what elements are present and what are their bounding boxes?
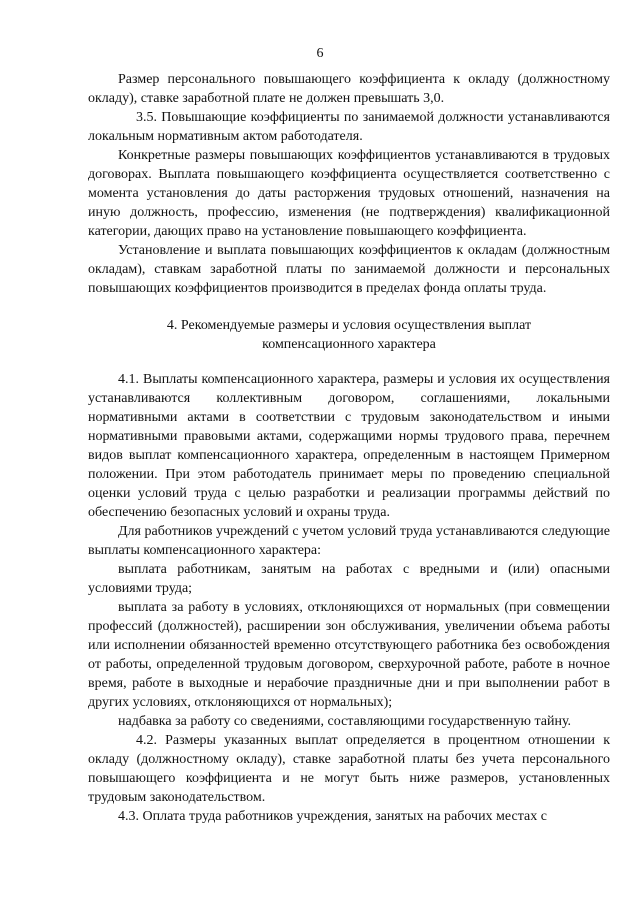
- section-heading-line-2: компенсационного характера: [262, 337, 436, 352]
- page-number: 6: [316, 46, 324, 61]
- section-heading: [88, 316, 610, 354]
- list-item-hazardous-conditions: выплата работникам, занятым на работах с вредными и (или) опасными условиями труда;: [88, 562, 610, 596]
- paragraph-specific-sizes: Конкретные размеры повышающих коэффициентов устанавливаются в трудовых договорах. Выплата повышающего коэффициента осуществляется соответственно с момента установления до даты расторжения трудовых отношений, назначения на иную должность, профессию, изменения (не подтверждения) квалификационной категории, дающих право на установление повышающего коэффициента.: [88, 148, 610, 239]
- document-body: [88, 70, 610, 826]
- paragraph-4-2: 4.2. Размеры указанных выплат определяется в процентном отношении к окладу (должностному окладу), ставке заработной платы без учета персонального повышающего коэффициента и не могут быть ниже размеров, установленных трудовым законодательством.: [88, 733, 610, 805]
- section-heading-line-1: 4. Рекомендуемые размеры и условия осуществления выплат: [166, 318, 532, 333]
- paragraph-4-1: 4.1. Выплаты компенсационного характера, размеры и условия их осуществления устанавливаются коллективным договором, соглашениями, локальными нормативными актами в соответствии с трудовым законодательством и иными нормативными правовыми актами, содержащими нормы трудового права, перечнем видов выплат компенсационного характера, определенным в настоящем Примерном положении. При этом работодатель принимает меры по проведению специальной оценки условий труда с целью разработки и реализации программы действий по обеспечению безопасных условий и охраны труда.: [88, 372, 610, 520]
- paragraph-personal-coefficient-limit: Размер персонального повышающего коэффициента к окладу (должностному окладу), ставке заработной плате не должен превышать 3,0.: [88, 72, 610, 106]
- list-item-abnormal-conditions: выплата за работу в условиях, отклоняющихся от нормальных (при совмещении профессий (должностей), расширении зон обслуживания, увеличении объема работы или исполнении обязанностей временно отсутствующего работника без освобождения от работы, определенной трудовым договором, сверхурочной работе, работе в ночное время, работе в выходные и нерабочие праздничные дни и при выполнении работ в других условиях, отклоняющихся от нормальных);: [88, 600, 610, 710]
- paragraph-coefficient-payment: Установление и выплата повышающих коэффициентов к окладам (должностным окладам), ставкам заработной платы по занимаемой должности и персональных повышающих коэффициентов производится в пределах фонда оплаты труда.: [88, 243, 610, 296]
- list-item-state-secret-bonus: надбавка за работу со сведениями, составляющими государственную тайну.: [118, 714, 572, 729]
- paragraph-3-5: 3.5. Повышающие коэффициенты по занимаемой должности устанавливаются локальным нормативным актом работодателя.: [88, 110, 610, 144]
- paragraph-compensation-list-intro: Для работников учреждений с учетом условий труда устанавливаются следующие выплаты компенсационного характера:: [88, 524, 610, 558]
- paragraph-4-3: 4.3. Оплата труда работников учреждения, занятых на рабочих местах с: [118, 809, 547, 824]
